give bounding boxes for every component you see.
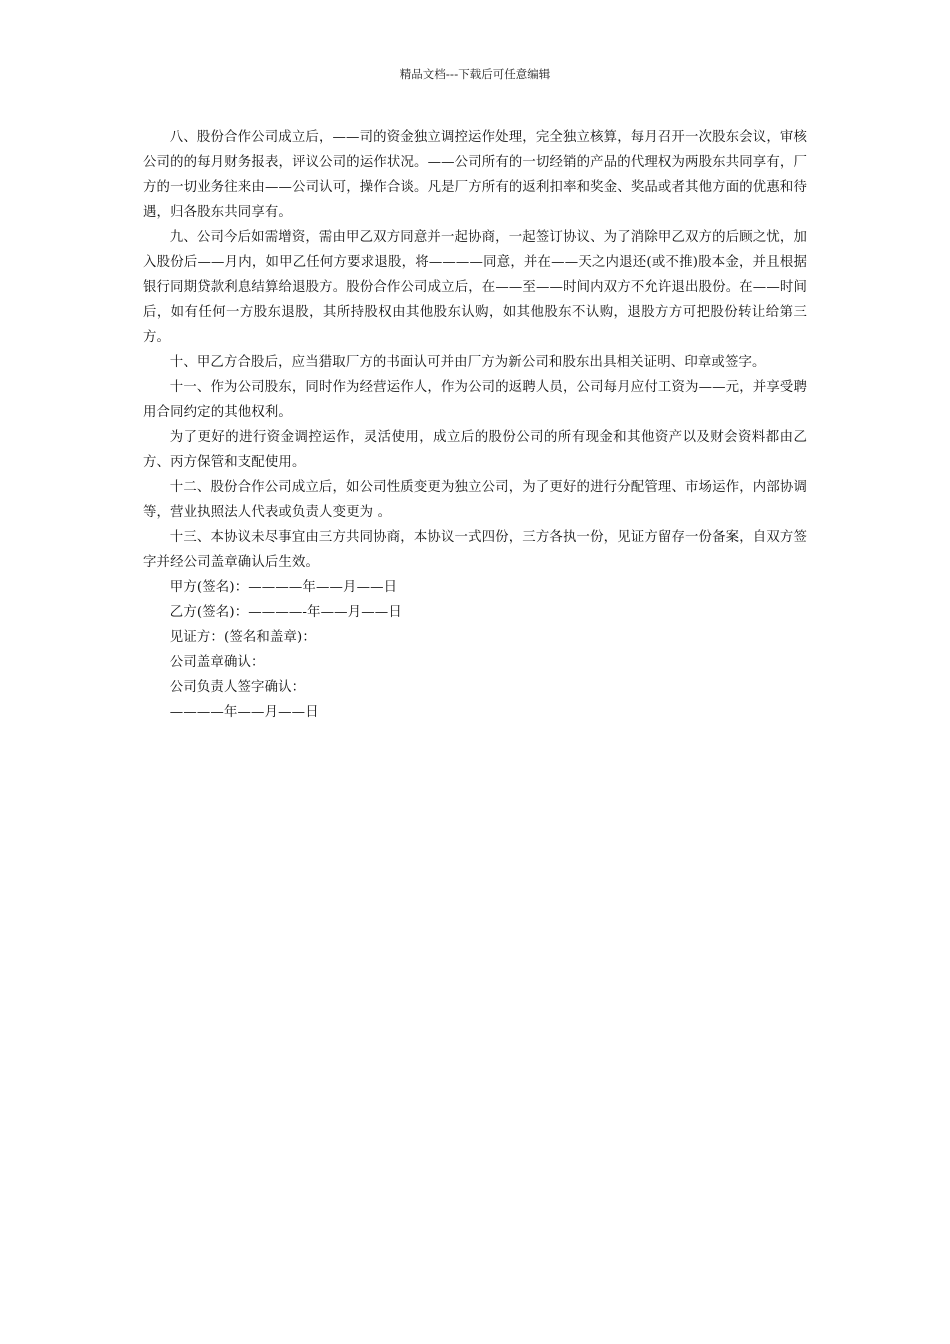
signature-witness: 见证方：(签名和盖章)： — [169, 630, 316, 645]
clause-10: 十、甲乙方合股后，应当猎取厂方的书面认可并由厂方为新公司和股东出具相关证明、印章或签字。 — [169, 355, 766, 370]
company-head-signature: 公司负责人签字确认： — [169, 680, 306, 695]
page-header: 精品文档---下载后可任意编辑 — [399, 67, 551, 81]
signature-party-a: 甲方(签名)：————年——月——日 — [169, 580, 398, 595]
document-body — [143, 125, 807, 725]
clause-11-supplement: 为了更好的进行资金调控运作，灵活使用，成立后的股份公司的所有现金和其他资产以及财会资料都由乙方、丙方保管和支配使用。 — [143, 430, 807, 470]
company-seal-confirmation: 公司盖章确认： — [169, 655, 265, 670]
signature-party-b: 乙方(签名)：————-年——月——日 — [169, 605, 402, 620]
clause-11: 十一、作为公司股东，同时作为经营运作人，作为公司的返聘人员，公司每月应付工资为——元，并享受聘用合同约定的其他权利。 — [143, 380, 807, 420]
clause-9: 九、公司今后如需增资，需由甲乙双方同意并一起协商，一起签订协议、为了消除甲乙双方的后顾之忧，加入股份后——月内，如甲乙任何方要求退股，将————同意，并在——天之内退还(或不推)股本金，并且根据银行同期贷款利息结算给退股方。股份合作公司成立后，在——至——时间内双方不允许退出股份。在——时间后，如有任何一方股东退股，其所持股权由其他股东认购，如其他股东不认购，退股方方可把股份转让给第三方。 — [143, 230, 807, 345]
clause-8: 八、股份合作公司成立后，——司的资金独立调控运作处理，完全独立核算，每月召开一次股东会议，审核公司的的每月财务报表，评议公司的运作状况。——公司所有的一切经销的产品的代理权为两股东共同享有，厂方的一切业务往来由——公司认可，操作合谈。凡是厂方所有的返利扣率和奖金、奖品或者其他方面的优惠和待遇，归各股东共同享有。 — [143, 130, 807, 220]
signature-date: ————年——月——日 — [169, 705, 319, 720]
clause-12: 十二、股份合作公司成立后，如公司性质变更为独立公司，为了更好的进行分配管理、市场运作，内部协调等，营业执照法人代表或负责人变更为 。 — [143, 480, 807, 520]
clause-13: 十三、本协议未尽事宜由三方共同协商，本协议一式四份，三方各执一份，见证方留存一份备案，自双方签字并经公司盖章确认后生效。 — [143, 530, 807, 570]
